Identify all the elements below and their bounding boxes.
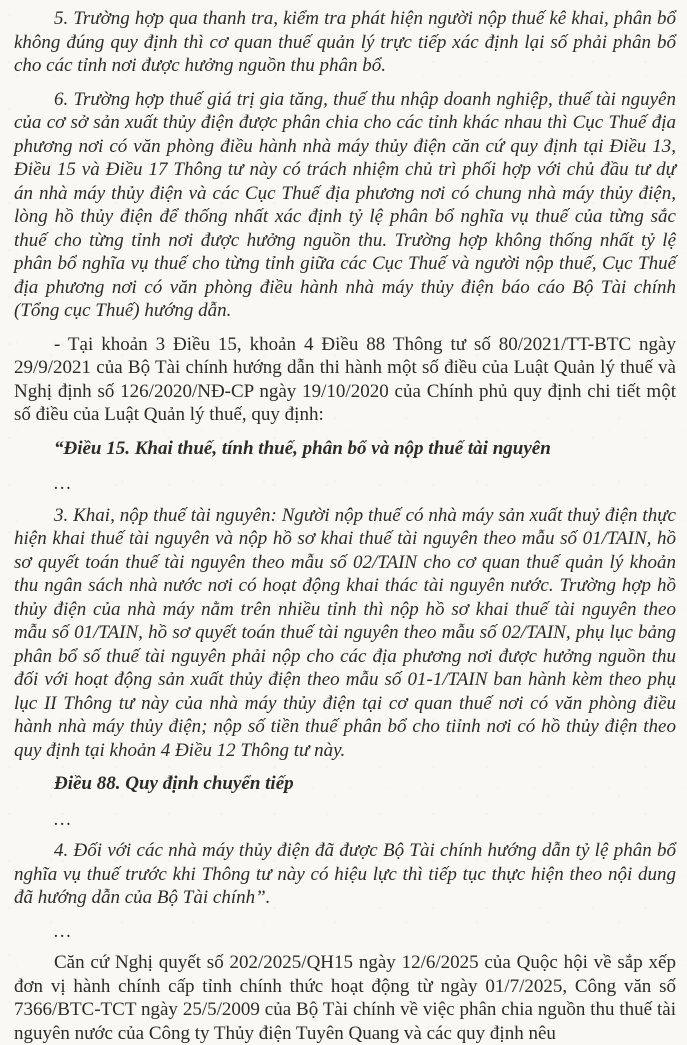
- ellipsis-line-1: ...: [54, 473, 73, 494]
- paragraph-closing-basis: Căn cứ Nghị quyết số 202/2025/QH15 ngày 12/6/2025 của Quộc hội về sắp xếp đơn vị hành chính cấp tỉnh chính thức hoạt động từ ngày 01/7/2025, Công văn số 7366/BTC-TCT ngày 25/5/2009 của Bộ Tài chính về việc phân chia nguồn thu thuế tài nguyên nước của Công ty Thủy điện Tuyên Quang và các quy định nêu: [14, 952, 676, 1044]
- paragraph-clause-3-resource-tax: 3. Khai, nộp thuế tài nguyên: Người nộp thuế có nhà máy sản xuất thuỷ điện thực hiện khai thuế tài nguyên và nộp hồ sơ khai thuế tài nguyên theo mẫu số 01/TAIN, hồ sơ quyết toán thuế tài nguyên theo mẫu số 02/TAIN cho cơ quan thuế quản lý khoản thu ngân sách nhà nước nơi có hoạt động khai thác tài nguyên nước. Trường hợp hồ thủy điện của nhà máy nằm trên nhiều tỉnh thì nộp hồ sơ khai thuế tài nguyên theo mẫu số 01/TAIN, hồ sơ quyết toán thuế tài nguyên theo mẫu số 02/TAIN, phụ lục bảng phân bổ số thuế tài nguyên phải nộp cho các địa phương nơi được hưởng nguồn thu đối với hoạt động sản xuất thủy điện theo mẫu số 01-1/TAIN ban hành kèm theo phụ lục II Thông tư này của nhà máy thủy điện tại cơ quan thuế nơi có văn phòng điều hành nhà máy thủy điện; nộp số tiền thuế phân bổ cho tiỉnh nơi có hồ thủy điện theo quy định tại khoản 4 Điều 12 Thông tư này.: [14, 504, 676, 761]
- paragraph-circular-reference: - Tại khoản 3 Điều 15, khoản 4 Điều 88 Thông tư số 80/2021/TT-BTC ngày 29/9/2021 của Bộ Tài chính hướng dẫn thi hành một số điều của Luật Quản lý thuế và Nghị định số 126/2020/NĐ-CP ngày 19/10/2020 của Chính phủ quy định chi tiết một số điều của Luật Quản lý thuế, quy định:: [14, 333, 676, 425]
- paragraph-clause-4-transition: 4. Đối với các nhà máy thủy điện đã được Bộ Tài chính hướng dẫn tỷ lệ phân bổ nghĩa vụ thuế trước khi Thông tư này có hiệu lực thì tiếp tục thực hiện theo nội dung đã hướng dẫn của Bộ Tài chính”.: [14, 840, 676, 908]
- heading-article-88: Điều 88. Quy định chuyển tiếp: [54, 773, 294, 794]
- ellipsis-line-3: ...: [54, 920, 73, 942]
- heading-article-15: “Điều 15. Khai thuế, tính thuế, phân bổ và nộp thuế tài nguyên: [54, 437, 551, 459]
- ellipsis-line-2: ...: [54, 808, 73, 830]
- paragraph-clause-6: 6. Trường hợp thuế giá trị gia tăng, thuế thu nhập doanh nghiệp, thuế tài nguyên của cơ sở sản xuất thủy điện được phân chia cho các tỉnh khác nhau thì Cục Thuế địa phương nơi có văn phòng điều hành nhà máy thủy điện căn cứ quy định tại Điều 13, Điều 15 và Điều 17 Thông tư này có trách nhiệm chủ trì phối hợp với chủ đầu tư dự án nhà máy thủy điện và các Cục Thuế địa phương nơi có chung nhà máy thủy điện, lòng hồ thủy điện để thống nhất xác định tỷ lệ phân bổ nghĩa vụ thuế của từng sắc thuế cho từng tỉnh nơi được hưởng nguồn thu. Trường hợp không thống nhất tỷ lệ phân bổ nghĩa vụ thuế cho từng tỉnh giữa các Cục Thuế và người nộp thuế, Cục Thuế địa phương nơi có văn phòng điều hành nhà máy thủy điện báo cáo Bộ Tài chính (Tổng cục Thuế) hướng dẫn.: [14, 88, 676, 321]
- paragraph-clause-5: 5. Trường hợp qua thanh tra, kiểm tra phát hiện người nộp thuế kê khai, phân bổ không đúng quy định thì cơ quan thuế quản lý trực tiếp xác định lại số phải phân bổ cho các tỉnh nơi được hưởng nguồn thu phân bổ.: [14, 8, 676, 76]
